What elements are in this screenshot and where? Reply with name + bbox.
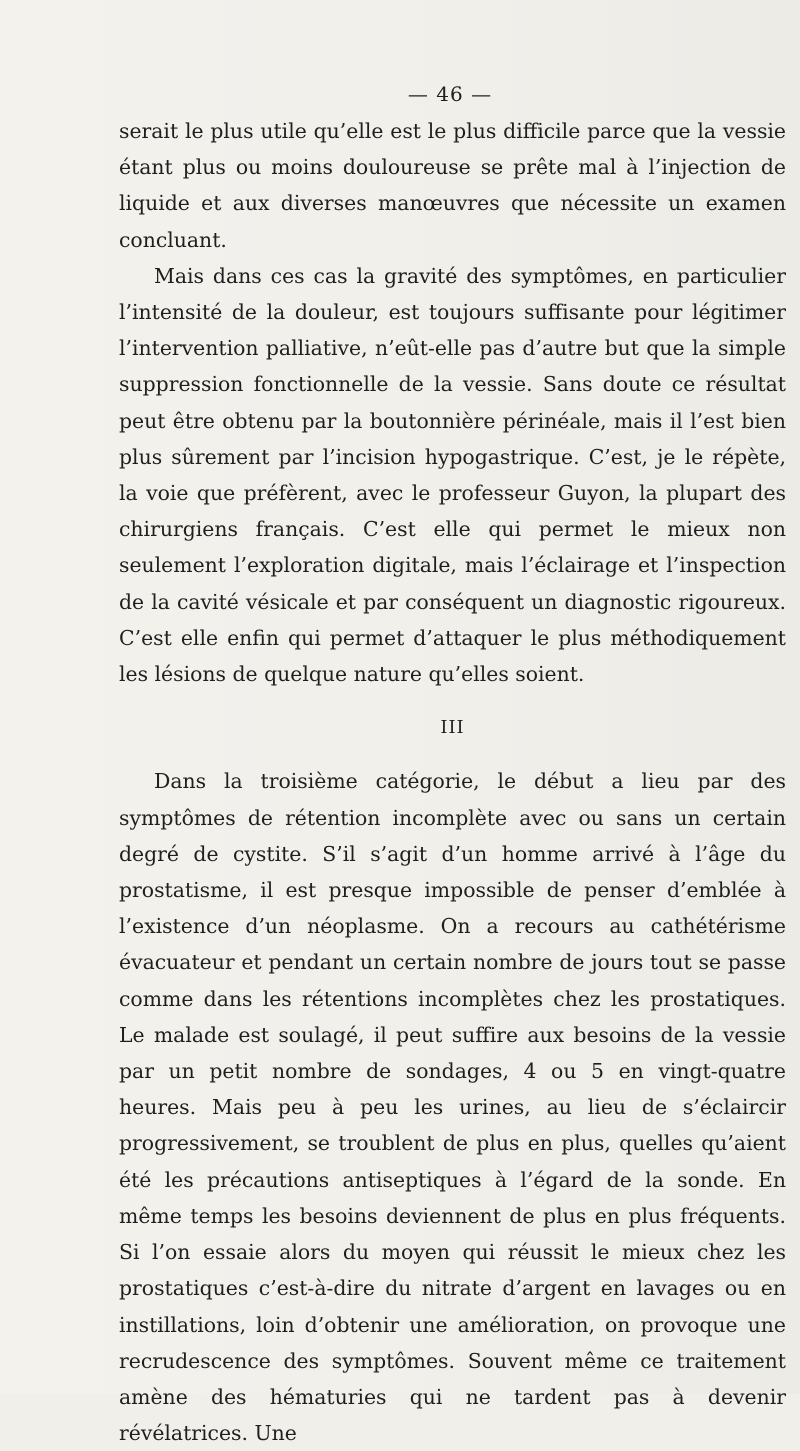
- section-heading: III: [440, 717, 465, 739]
- page-number: — 46 —: [407, 82, 493, 106]
- paragraph-2: Mais dans ces cas la gravité des symptômes, en particulier l’intensité de la douleur, est toujours suffisante pour légitimer l’intervention palliative, n’eût-elle pas d’autre but que la simple suppression fonctionnelle de la vessie. Sans doute ce résultat peut être obtenu par la boutonnière périnéale, mais il l’est bien plus sûrement par l’incision hypogastrique. C’est, je le répète, la voie que préfèrent, avec le professeur Guyon, la plupart des chirurgiens français. C’est elle qui permet le mieux non seulement l’exploration digitale, mais l’éclairage et l’inspection de la cavité vésicale et par conséquent un diagnostic rigoureux. C’est elle enfin qui permet d’attaquer le plus méthodiquement les lésions de quelque nature qu’elles soient.: [119, 263, 786, 687]
- paragraph-1: serait le plus utile qu’elle est le plus difficile parce que la vessie étant plus ou moins douloureuse se prête mal à l’injection de liquide et aux diverses manœuvres que nécessite un examen concluant.: [119, 119, 786, 252]
- paragraph-3: Dans la troisième catégorie, le début a lieu par des symptômes de rétention incomplète avec ou sans un certain degré de cystite. S’il s’agit d’un homme arrivé à l’âge du prostatisme, il est presque impossible de penser d’emblée à l’existence d’un néoplasme. On a recours au cathétérisme évacuateur et pendant un certain nombre de jours tout se passe comme dans les rétentions incomplètes chez les prostatiques. Le malade est soulagé, il peut suffire aux besoins de la vessie par un petit nombre de sondages, 4 ou 5 en vingt-quatre heures. Mais peu à peu les urines, au lieu de s’éclaircir progressivement, se troublent de plus en plus, quelles qu’aient été les précautions antiseptiques à l’égard de la sonde. En même temps les besoins deviennent de plus en plus fréquents. Si l’on essaie alors du moyen qui réussit le mieux chez les prostatiques c’est-à-dire du nitrate d’argent en lavages ou en instillations, loin d’obtenir une amélioration, on provoque une recrudescence des symptômes. Souvent même ce traitement amène des hématuries qui ne tardent pas à devenir révélatrices. Une: [119, 769, 786, 1446]
- page-body: [119, 113, 786, 1451]
